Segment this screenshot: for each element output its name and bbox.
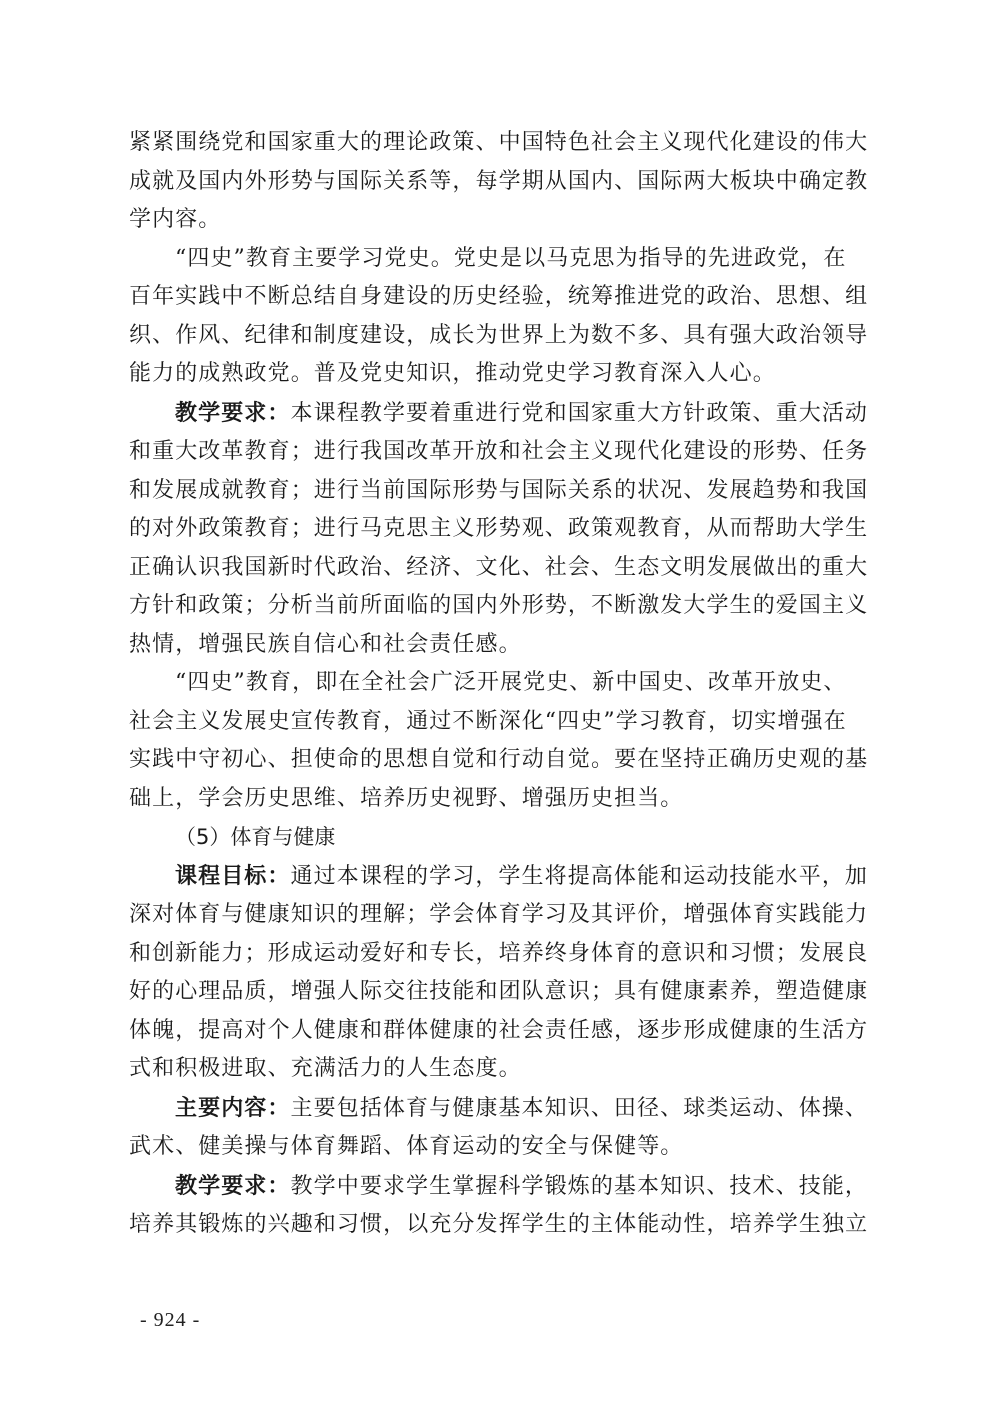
paragraph-lead-label: 教学要求：: [175, 399, 291, 426]
text-line: [129, 1167, 873, 1207]
text-line: [129, 510, 873, 549]
line-text: 紧紧围绕党和国家重大的理论政策、中国特色社会主义现代化建设的伟大: [129, 130, 869, 155]
text-line: [129, 163, 873, 202]
paragraph-lead-label: 教学要求：: [175, 1172, 291, 1199]
text-line: [129, 626, 873, 665]
text-line: [129, 1089, 873, 1129]
text-line: [129, 896, 873, 935]
line-text: 础上，学会历史思维、培养历史视野、增强历史担当。: [129, 785, 684, 811]
line-text: 主要包括体育与健康基本知识、田径、球类运动、体操、: [290, 1095, 869, 1121]
page-number: - 924 -: [140, 1309, 201, 1331]
text-line: [129, 124, 873, 163]
text-line: [129, 549, 873, 588]
line-text: “四史”教育，即在全社会广泛开展党史、新中国史、改革开放史、: [175, 670, 847, 695]
paragraph: [129, 240, 873, 394]
text-line: [129, 472, 873, 511]
text-line: [129, 433, 873, 472]
text-line: [129, 317, 873, 356]
text-line: [129, 240, 873, 279]
line-text: 成就及国内外形势与国际关系等，每学期从国内、国际两大板块中确定教: [129, 168, 869, 194]
line-text: 和重大改革教育；进行我国改革开放和社会主义现代化建设的形势、任务: [129, 439, 869, 464]
paragraph: [129, 664, 873, 818]
paragraph: [129, 124, 873, 240]
text-line: [129, 394, 873, 434]
text-line: [129, 1128, 873, 1167]
document-body: [129, 124, 873, 1245]
text-line: [129, 973, 873, 1012]
line-text: 学内容。: [129, 207, 222, 232]
line-text: 本课程教学要着重进行党和国家重大方针政策、重大活动: [290, 400, 869, 426]
line-text: 式和积极进取、充满活力的人生态度。: [129, 1056, 522, 1081]
paragraph-lead-label: 主要内容：: [175, 1094, 291, 1121]
text-line: [129, 1012, 873, 1051]
text-line: [129, 1206, 873, 1245]
line-text: 和发展成就教育；进行当前国际形势与国际关系的状况、发展趋势和我国: [129, 477, 869, 503]
line-text: 织、作风、纪律和制度建设，成长为世界上为数不多、具有强大政治领导: [129, 322, 869, 348]
text-line: [129, 355, 873, 394]
line-text: 实践中守初心、担使命的思想自觉和行动自觉。要在坚持正确历史观的基: [129, 747, 869, 772]
paragraph: [129, 394, 873, 665]
paragraph-lead-label: 课程目标：: [175, 862, 291, 889]
text-line: [129, 741, 873, 780]
text-line: [129, 780, 873, 819]
line-text: 社会主义发展史宣传教育，通过不断深化“四史”学习教育，切实增强在: [129, 708, 847, 734]
section-heading: （5）体育与健康: [175, 825, 336, 849]
text-line: [129, 201, 873, 240]
line-text: 教学中要求学生掌握科学锻炼的基本知识、技术、技能，: [290, 1173, 869, 1199]
line-text: 武术、健美操与体育舞蹈、体育运动的安全与保健等。: [129, 1134, 684, 1159]
line-text: 好的心理品质，增强人际交往技能和团队意识；具有健康素养，塑造健康: [129, 979, 869, 1004]
line-text: 和创新能力；形成运动爱好和专长，培养终身体育的意识和习惯；发展良: [129, 940, 869, 966]
line-text: 能力的成熟政党。普及党史知识，推动党史学习教育深入人心。: [129, 361, 776, 386]
line-text: “四史”教育主要学习党史。党史是以马克思为指导的先进政党，在: [175, 245, 847, 271]
line-text: 通过本课程的学习，学生将提高体能和运动技能水平，加: [290, 863, 869, 889]
paragraph: [129, 1167, 873, 1245]
line-text: 正确认识我国新时代政治、经济、文化、社会、生态文明发展做出的重大: [129, 554, 869, 580]
text-line: [129, 703, 873, 742]
text-line: [129, 857, 873, 897]
line-text: 的对外政策教育；进行马克思主义形势观、政策观教育，从而帮助大学生: [129, 516, 869, 541]
paragraph: [129, 857, 873, 1089]
line-text: 百年实践中不断总结自身建设的历史经验，统筹推进党的政治、思想、组: [129, 284, 869, 309]
text-line: [129, 664, 873, 703]
line-text: 热情，增强民族自信心和社会责任感。: [129, 631, 522, 657]
line-text: 深对体育与健康知识的理解；学会体育学习及其评价，增强体育实践能力: [129, 902, 869, 927]
text-line: [129, 278, 873, 317]
text-line: [129, 587, 873, 626]
text-line: [129, 935, 873, 974]
paragraph: [129, 1089, 873, 1167]
line-text: 体魄，提高对个人健康和群体健康的社会责任感，逐步形成健康的生活方: [129, 1017, 869, 1043]
line-text: 方针和政策；分析当前所面临的国内外形势，不断激发大学生的爱国主义: [129, 593, 869, 618]
line-text: 培养其锻炼的兴趣和习惯，以充分发挥学生的主体能动性，培养学生独立: [129, 1212, 869, 1237]
text-line: [129, 1050, 873, 1089]
